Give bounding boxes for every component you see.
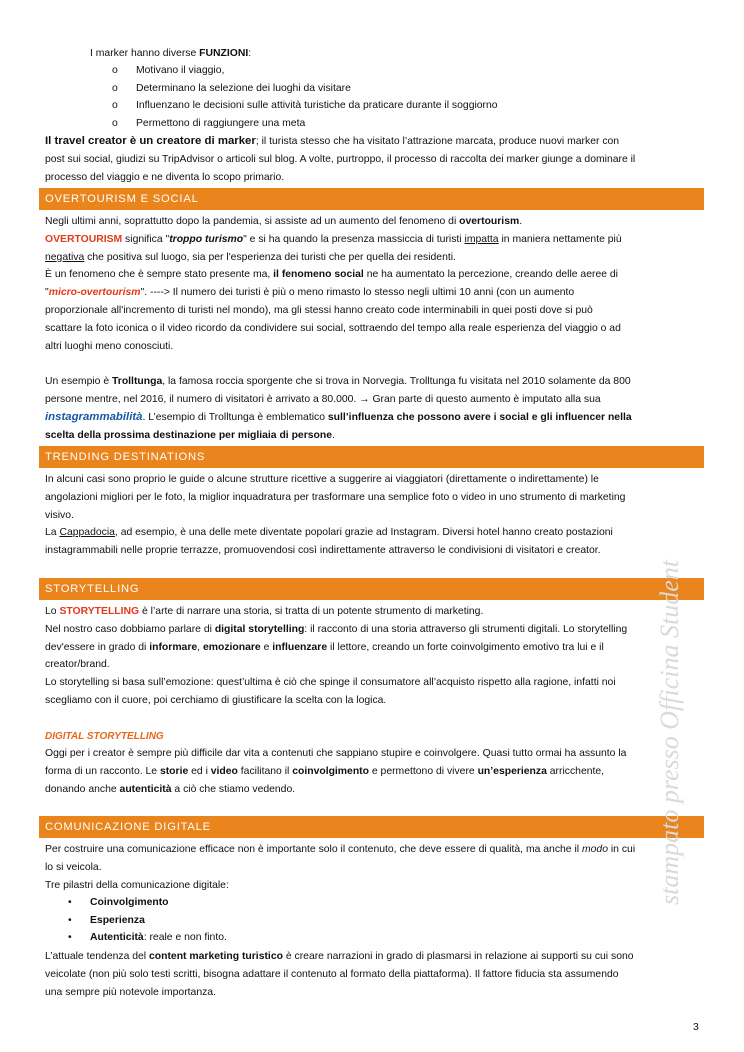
list-item: o Motivano il viaggio,	[112, 65, 225, 76]
trending-text: In alcuni casi sono proprio le guide o alcune strutture ricettive a suggerire ai viaggiatori (direttamente o indirettamente) le angolazioni migliori per le foto, la miglior inquadratura per trasformare una semplice foto o video in uno strumento di marketing visivo. La Cappadocia, ad esempio, è una delle mete diventate popolari grazie ad Instagram. Diversi hotel hanno creato postazioni instagrammabili nelle proprie terrazze, promuovendosi così indirettamente attraverso le condivisioni di visitatori e creator.	[45, 474, 626, 557]
list-item: o Permettono di raggiungere una meta	[112, 117, 306, 129]
list-item: o Determinano la selezione dei luoghi da visitare	[112, 82, 351, 94]
list-item: • Autenticità: reale e non finto.	[68, 932, 227, 944]
section-header-trending: TRENDING DESTINATIONS	[39, 446, 704, 468]
comunicazione-closing: L’attuale tendenza del content marketing turistico è creare narrazioni in grado di plasmarsi in relazione ai supporti su cui sono veicolate (non più solo testi scritti, bisogna adattare il contenuto al formato della piattaforma). Il fattore fiducia sta assumendo una sempre più notevole importanza.	[45, 951, 634, 998]
list-item: • Esperienza	[68, 914, 145, 926]
section-header-overtourism: OVERTOURISM E SOCIAL	[39, 188, 704, 210]
storytelling-text: Lo STORYTELLING è l’arte di narrare una storia, si tratta di un potente strumento di marketing. Nel nostro caso dobbiamo parlare di digital storytelling: il racconto di una storia attraverso gli strumenti digitali. Lo storytelling dev'essere in grado di informare, emozionare e influenzare il lettore, creando un forte coinvolgimento emotivo tra lui e il creator/brand. Lo storytelling si basa sull’emozione: quest’ultima è ciò che spinge il consumatore all’acquisto rispetto alla ragione, infatti noi scegliamo con il cuore, poi cerchiamo di giustificare la scelta con la logica. DIGITAL STORYTELLING Oggi per i creator è sempre più difficile dar vita a contenuti che sappiano stupire e coinvolgere. Quasi tutto ormai ha assunto la forma di un racconto. Le storie ed i video facilitano il coinvolgimento e permettono di vivere un’esperienza arricchente, donando anche autenticità a ciò che stiamo vedendo.	[45, 606, 628, 795]
watermark: stampato presso Officina Student	[655, 560, 684, 905]
marker-list	[112, 62, 498, 132]
list-item: o Influenzano le decisioni sulle attività turistiche da praticare durante il soggiorno	[112, 100, 498, 112]
comunicazione-text: Per costruire una comunicazione efficace non è importante solo il contenuto, che deve essere di qualità, ma anche il modo in cui lo si veicola. Tre pilastri della comunicazione digitale:	[45, 844, 636, 891]
section-header-storytelling: STORYTELLING	[39, 578, 704, 600]
digital-storytelling-subheading: DIGITAL STORYTELLING	[45, 730, 164, 742]
overtourism-text: Negli ultimi anni, soprattutto dopo la pandemia, si assiste ad un aumento del fenomeno di overtourism. OVERTOURISM significa "troppo turismo" e si ha quando la presenza massiccia di turisti impatta in maniera nettamente più negativa che positiva sul luogo, sia per l'esperienza dei turisti che per quella dei residenti. È un fenomeno che è sempre stato presente ma, il fenomeno social ne ha aumentato la percezione, creando delle aeree di "micro-overtourism". ----> Il numero dei turisti è più o meno rimasto lo stesso negli ultimi 10 anni (con un aumento proporzionale all'incremento di turisti nel mondo), ma gli stessi hanno creato code interminabili in quei posti dove si può scattare la foto iconica o il video ricordo da condividere sui social, sottraendo del tempo alla reale esperienza del viaggio o ad altri luoghi meno conosciuti. Un esempio è Trolltunga, la famosa roccia sporgente che si trova in Norvegia. Trolltunga fu visitata nel 2010 solamente da 800 persone mentre, nel 2016, il numero di visitatori è arrivato a 80.000. → Gran parte di questo aumento è imputato alla sua instagrammabilità. L’esempio di Trolltunga è emblematico sull’influenza che possono avere i social e gli influencer nella scelta della prossima destinazione per migliaia di persone.	[45, 216, 632, 441]
marker-intro: I marker hanno diverse FUNZIONI:	[90, 48, 252, 59]
travel-creator-paragraph: Il travel creator è un creatore di marker; il turista stesso che ha visitato l’attrazione marcata, produce nuovi marker con post sui social, giudizi su TripAdvisor o articoli sul blog. A volte, purtroppo, il processo di raccolta dei marker giunge a dominare il processo del viaggio e ne diventa lo scopo primario.	[45, 135, 636, 183]
section-header-comunicazione: COMUNICAZIONE DIGITALE	[39, 816, 704, 838]
list-item: • Coinvolgimento	[68, 897, 169, 908]
pillars-list	[68, 894, 227, 947]
page-number: 3	[693, 1022, 699, 1033]
